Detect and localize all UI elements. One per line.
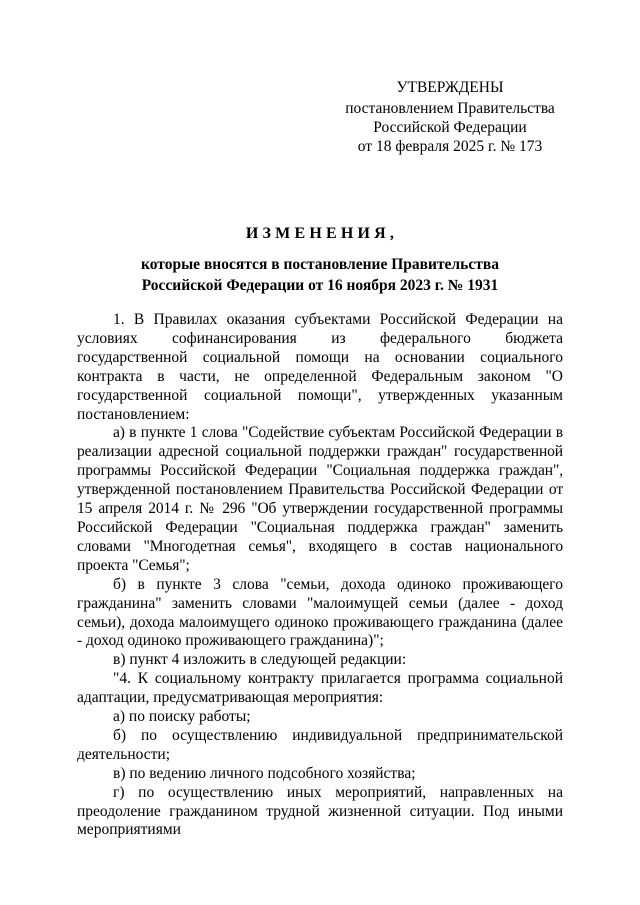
heading-subtitle-line-1: которые вносятся в постановление Правительства — [141, 256, 499, 273]
paragraph-sub-b: б) по осуществлению индивидуальной предпринимательской деятельности; — [77, 726, 563, 763]
paragraph-sub-v: в) по ведению личного подсобного хозяйства; — [113, 764, 416, 782]
heading-title: ИЗМЕНЕНИЯ, — [245, 225, 399, 242]
approval-stamp — [330, 78, 570, 156]
approval-line-3: от 18 февраля 2025 г. № 173 — [357, 138, 543, 155]
heading-subtitle-line-2: Российской Федерации от 16 ноября 2023 г. № 1931 — [141, 277, 499, 294]
paragraph-point-4: "4. К социальному контракту прилагается программа социальной адаптации, предусматривающая мероприятия: — [77, 670, 563, 707]
paragraph-item-v: в) пункт 4 изложить в следующей редакции: — [113, 651, 407, 669]
paragraph-item-b: б) в пункте 3 слова "семьи, дохода одиноко проживающего гражданина" заменить словами "малоимущей семьи (далее - доход семьи), дохода малоимущего одиноко проживающего гражданина (далее - доход одиноко проживающего гражданина)"; — [77, 575, 563, 650]
approval-line-2: Российской Федерации — [373, 119, 527, 136]
paragraph-sub-g: г) по осуществлению иных мероприятий, направленных на преодоление гражданином трудной жизненной ситуации. Под иными мероприятиями — [77, 783, 563, 839]
paragraph-item-a: а) в пункте 1 слова "Содействие субъектам Российской Федерации в реализации адресной социальной поддержки граждан" государственной программы Российской Федерации "Социальная поддержка граждан", утвержденной постановлением Правительства Российской Федерации от 15 апреля 2014 г. № 296 "Об утверждении государственной программы Российской Федерации "Социальная поддержка граждан" заменить словами "Многодетная семья", входящего в состав национального проекта "Семья"; — [77, 424, 563, 574]
approval-line-1: постановлением Правительства — [345, 100, 555, 117]
paragraph-sub-a: а) по поиску работы; — [113, 708, 251, 726]
document-body — [77, 311, 563, 840]
document-heading — [0, 224, 640, 296]
approval-title: УТВЕРЖДЕНЫ — [396, 79, 504, 96]
paragraph-1: 1. В Правилах оказания субъектами Российской Федерации на условиях софинансирования из федерального бюджета государственной социальной помощи на основании социального контракта в части, не определенной Федеральным законом "О государственной социальной помощи", утвержденных указанным постановлением: — [77, 311, 563, 423]
